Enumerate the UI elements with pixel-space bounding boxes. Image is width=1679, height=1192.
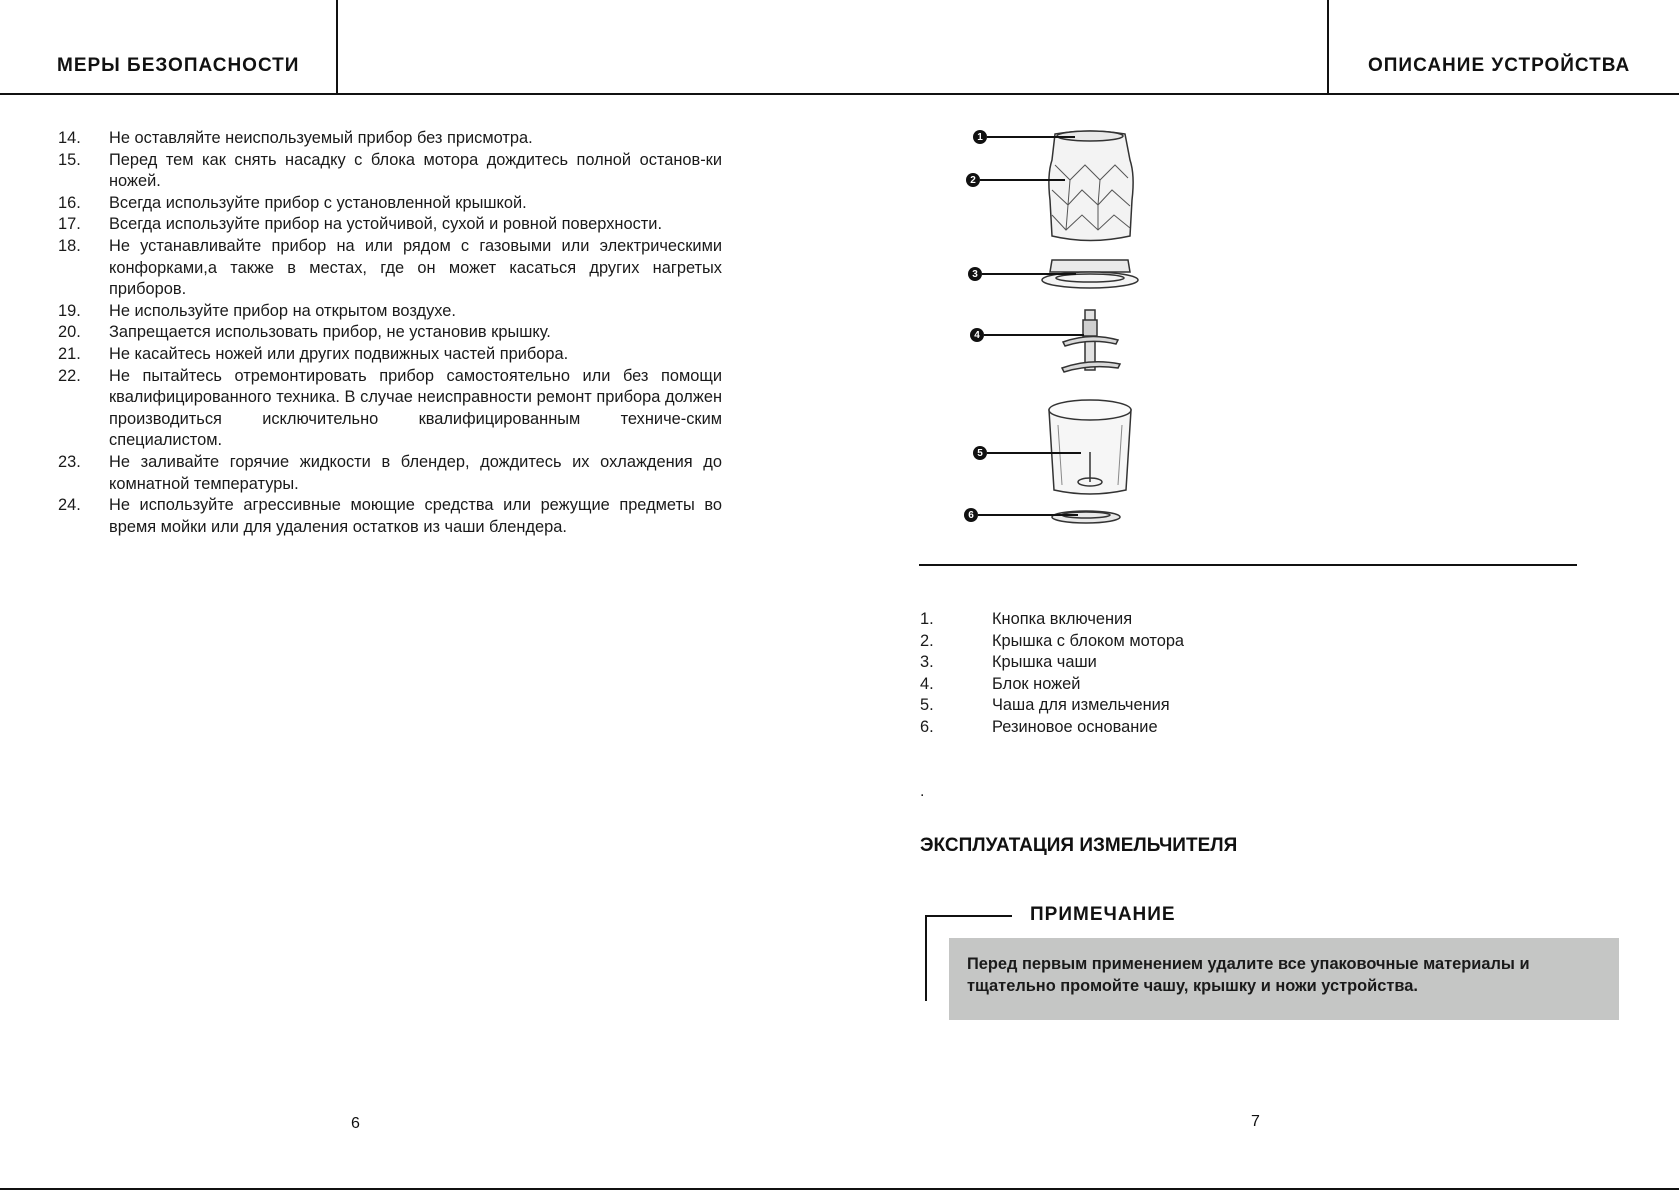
- part-number: 6.: [920, 717, 934, 736]
- safety-rule-item: [58, 301, 722, 323]
- device-diagram: [960, 120, 1170, 540]
- rule-text: Не используйте прибор на открытом воздухе.: [109, 301, 456, 320]
- rule-text: Не используйте агрессивные моющие средства или режущие предметы во время мойки или для удаления остатков из чаши блендера.: [109, 496, 722, 536]
- part-label: Крышка с блоком мотора: [992, 631, 1185, 650]
- callout-6: [964, 508, 1078, 522]
- callout-leader: [982, 273, 1076, 275]
- part-label: Крышка чаши: [992, 653, 1097, 672]
- rule-number: 16.: [58, 193, 81, 212]
- rule-text: Запрещается использовать прибор, не установив крышку.: [109, 323, 551, 342]
- rule-number: 18.: [58, 236, 81, 255]
- right-page-number: 7: [1251, 1113, 1260, 1130]
- note-bracket-top: [926, 915, 1012, 917]
- rule-text: Не касайтесь ножей или других подвижных частей прибора.: [109, 344, 569, 363]
- safety-rule-item: [58, 495, 722, 538]
- part-number: 2.: [920, 631, 934, 650]
- right-header-title: ОПИСАНИЕ УСТРОЙСТВА: [1368, 55, 1631, 76]
- header-rule: [0, 93, 1679, 95]
- part-label: Резиновое основание: [992, 717, 1158, 736]
- note-bracket-side: [925, 915, 927, 1001]
- rule-number: 24.: [58, 496, 81, 515]
- callout-5: [973, 446, 1081, 460]
- safety-rule-item: [58, 322, 722, 344]
- safety-rules-list: [58, 128, 722, 538]
- callout-marker: 6: [964, 508, 978, 522]
- callout-marker: 1: [973, 130, 987, 144]
- callout-leader: [987, 452, 1081, 454]
- callout-leader: [980, 179, 1065, 181]
- callout-4: [970, 328, 1084, 342]
- rule-text: Всегда используйте прибор на устойчивой, сухой и ровной поверхности.: [109, 215, 663, 234]
- callout-leader: [987, 136, 1075, 138]
- rule-text: Не пытайтесь отремонтировать прибор самостоятельно или без помощи квалифицированного техника. В случае неисправности ремонт прибора должен производиться исключительно квалифицированным техниче-ским специалистом.: [109, 366, 722, 450]
- part-item: [920, 695, 1420, 717]
- safety-rule-item: [58, 150, 722, 193]
- part-item: [920, 652, 1420, 674]
- callout-marker: 4: [970, 328, 984, 342]
- part-item: [920, 717, 1420, 739]
- rule-number: 14.: [58, 129, 81, 147]
- diagram-separator: [919, 564, 1577, 566]
- part-number: 5.: [920, 696, 934, 715]
- part-number: 3.: [920, 653, 934, 672]
- left-header-divider: [336, 0, 338, 95]
- footer-rule: [0, 1188, 1679, 1190]
- part-number: 4.: [920, 674, 934, 693]
- part-item: [920, 609, 1420, 631]
- left-header-title: МЕРЫ БЕЗОПАСНОСТИ: [57, 55, 300, 76]
- left-page-number: 6: [351, 1115, 360, 1132]
- stray-mark: .: [920, 783, 925, 800]
- callout-marker: 3: [968, 267, 982, 281]
- safety-rule-item: [58, 452, 722, 495]
- rule-text: Не заливайте горячие жидкости в блендер, дождитесь их охлаждения до комнатной температуры.: [109, 452, 722, 493]
- note-title: ПРИМЕЧАНИЕ: [1030, 904, 1176, 925]
- rule-text: Перед тем как снять насадку с блока мотора дождитесь полной останов-ки ножей.: [109, 150, 722, 191]
- rule-number: 21.: [58, 344, 81, 363]
- rule-text: Всегда используйте прибор с установленной крышкой.: [109, 193, 527, 212]
- rule-text: Не устанавливайте прибор на или рядом с газовыми или электрическими конфорками,а также в местах, где он может касаться других нагретых приборов.: [109, 236, 722, 299]
- safety-rule-item: [58, 366, 722, 452]
- parts-list: [920, 609, 1420, 739]
- callout-2: [966, 173, 1065, 187]
- note-box: [949, 938, 1619, 1020]
- rule-number: 17.: [58, 215, 81, 234]
- callout-marker: 5: [973, 446, 987, 460]
- rule-text: Не оставляйте неиспользуемый прибор без присмотра.: [109, 129, 533, 147]
- callout-leader: [984, 334, 1084, 336]
- rule-number: 22.: [58, 366, 81, 385]
- callout-3: [968, 267, 1076, 281]
- note-text: Перед первым применением удалите все упаковочные материалы и тщательно промойте чашу, крышку и ножи устройства.: [967, 955, 1530, 995]
- safety-rule-item: [58, 236, 722, 301]
- part-label: Чаша для измельчения: [992, 696, 1170, 715]
- callout-marker: 2: [966, 173, 980, 187]
- safety-rule-item: [58, 193, 722, 215]
- rule-number: 15.: [58, 150, 81, 169]
- callout-leader: [978, 514, 1078, 516]
- safety-rule-item: [58, 214, 722, 236]
- part-item: [920, 631, 1420, 653]
- rule-number: 23.: [58, 452, 81, 471]
- rule-number: 19.: [58, 301, 81, 320]
- callout-1: [973, 130, 1075, 144]
- part-item: [920, 674, 1420, 696]
- right-header-divider: [1327, 0, 1329, 95]
- part-label: Блок ножей: [992, 674, 1081, 693]
- safety-rule-item: [58, 128, 722, 150]
- part-number: 1.: [920, 610, 934, 628]
- part-label: Кнопка включения: [992, 610, 1133, 628]
- rule-number: 20.: [58, 323, 81, 342]
- safety-rule-item: [58, 344, 722, 366]
- operation-section-title: ЭКСПЛУАТАЦИЯ ИЗМЕЛЬЧИТЕЛЯ: [920, 835, 1238, 856]
